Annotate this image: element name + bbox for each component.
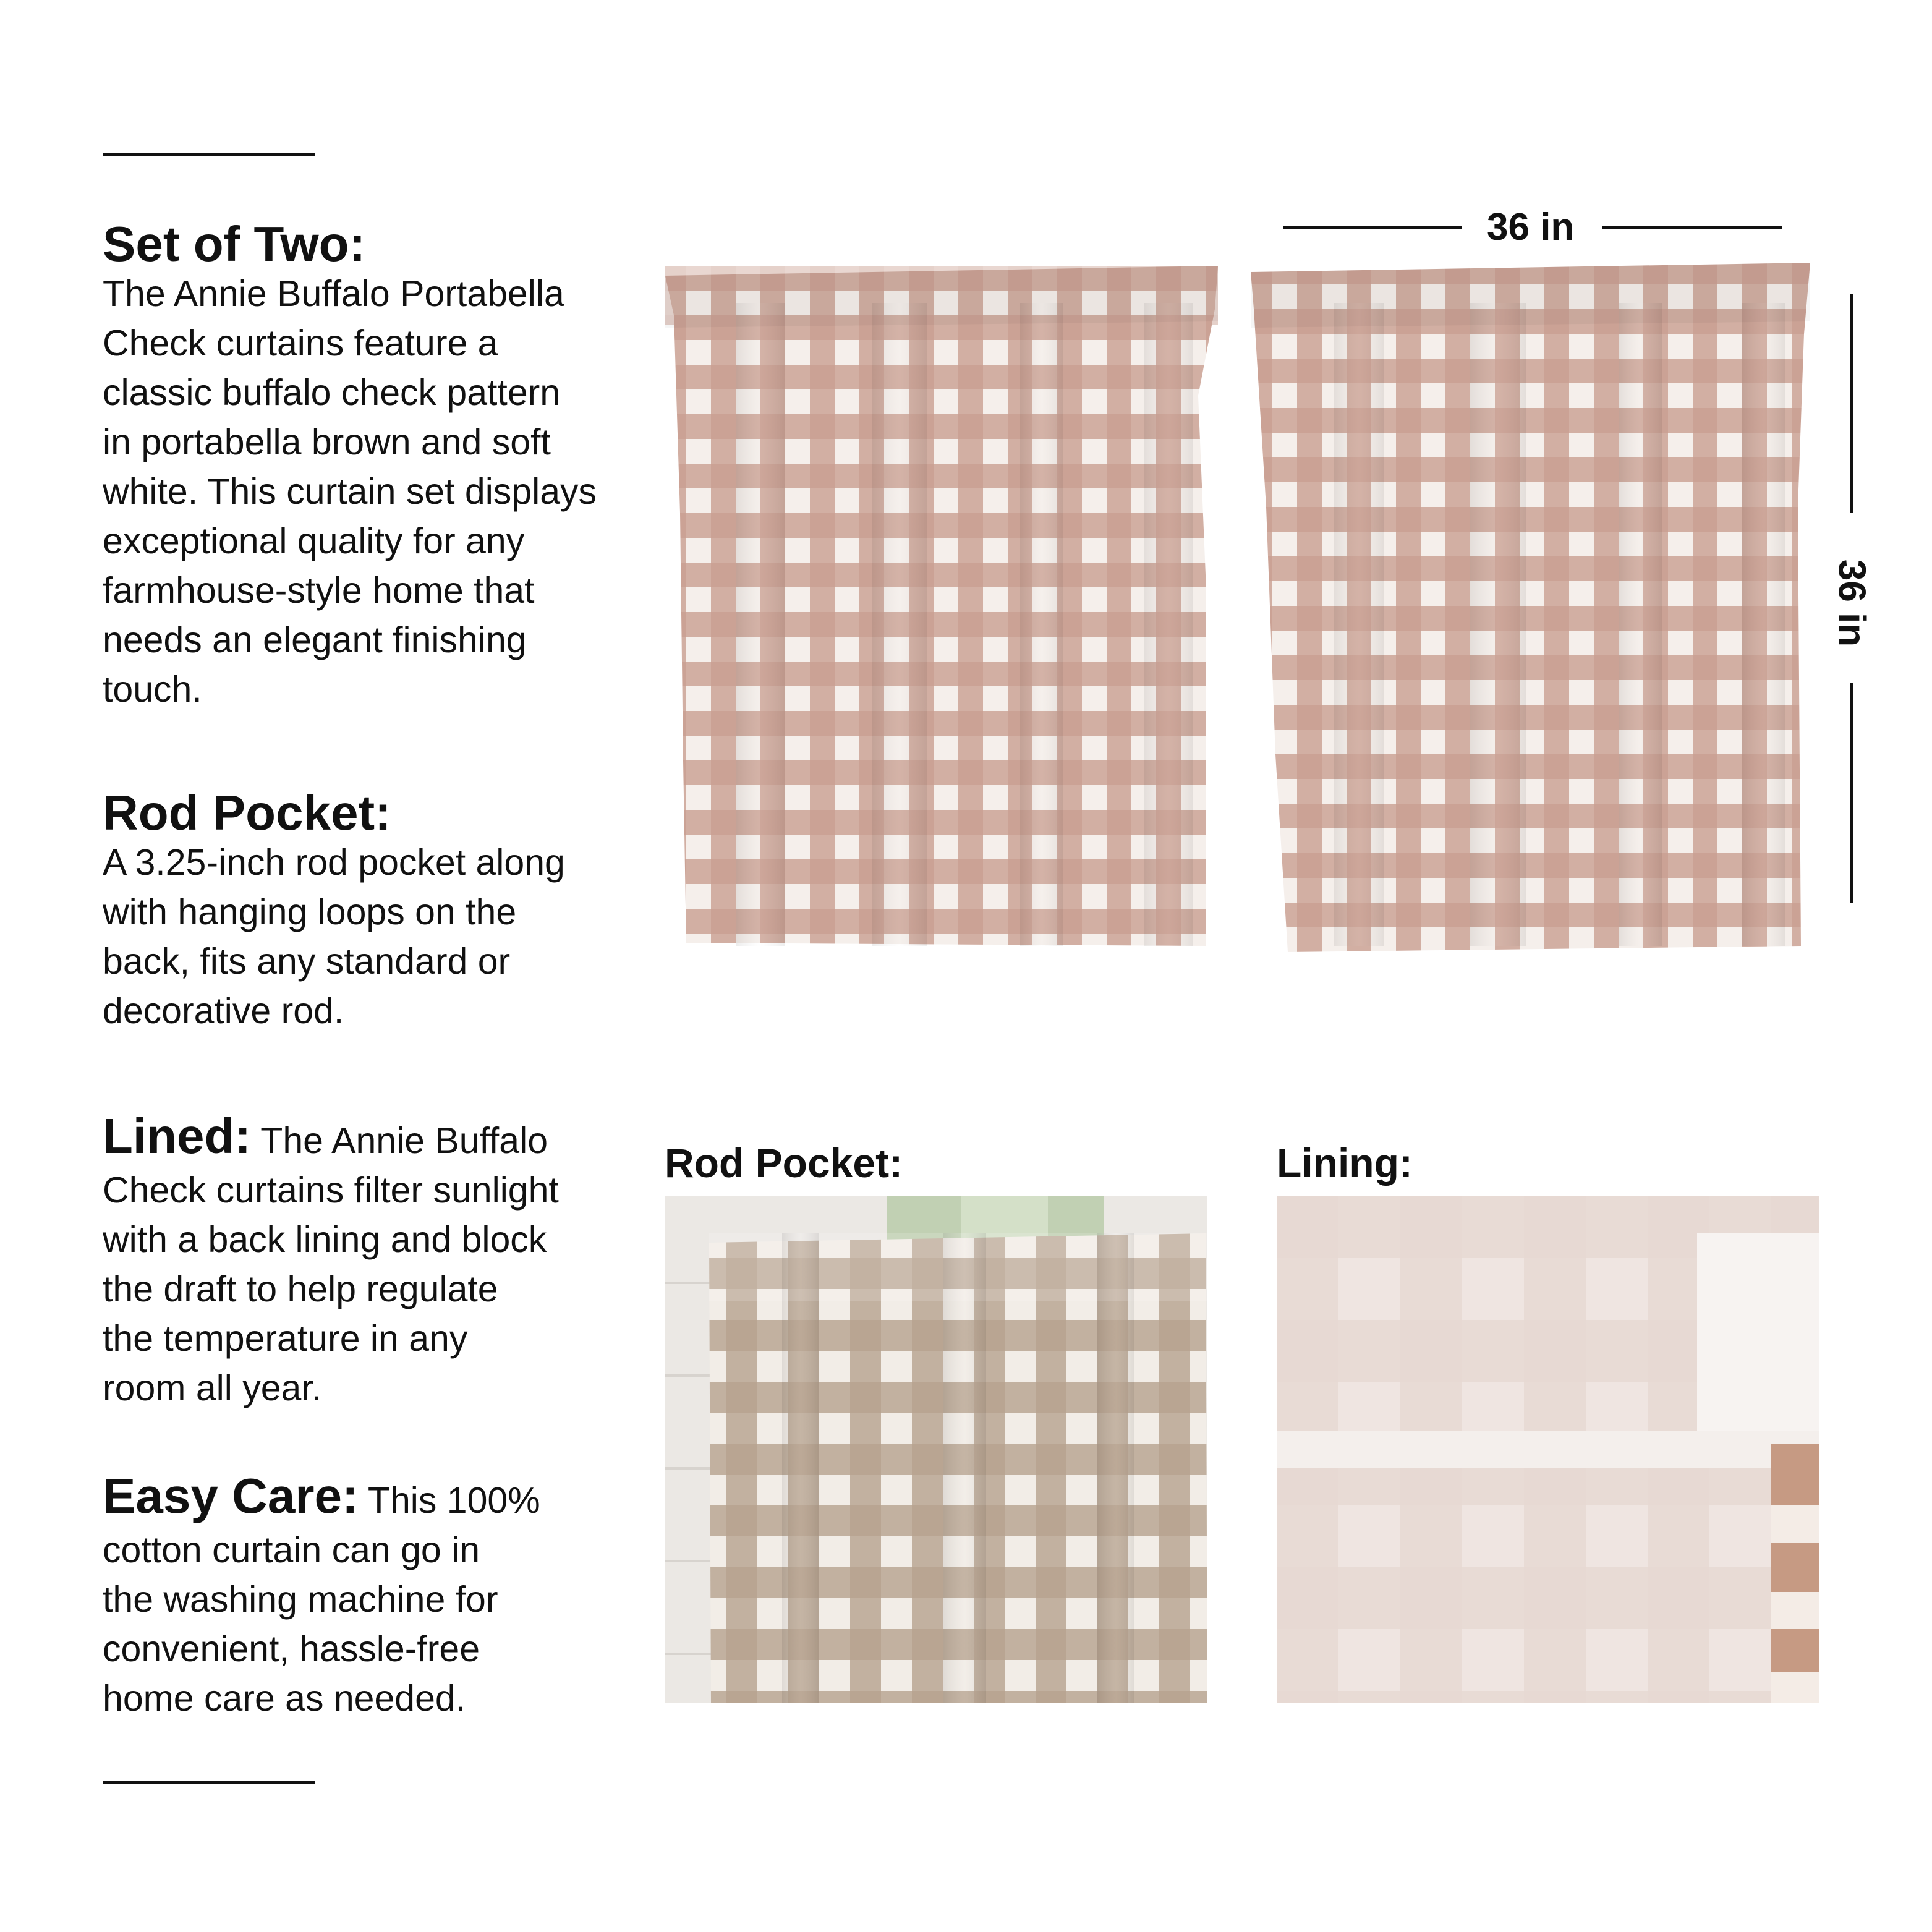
lined-line-4: the temperature in any <box>103 1318 468 1359</box>
section-set-of-two <box>103 216 628 714</box>
height-dimension-label: 36 in <box>1830 559 1873 647</box>
lined-line-2: with a back lining and block <box>103 1219 547 1260</box>
rod-pocket-line-4: decorative rod. <box>103 990 344 1031</box>
set-of-two-line-9: touch. <box>103 669 202 710</box>
lining-detail-image <box>1277 1196 1819 1703</box>
easy-care-line-3: convenient, hassle-free <box>103 1628 480 1669</box>
set-of-two-line-3: classic buffalo check pattern <box>103 372 561 413</box>
lined-first-text: The Annie Buffalo <box>250 1120 548 1161</box>
section-lined <box>103 1109 628 1413</box>
rod-pocket-line-1: A 3.25-inch rod pocket along <box>103 842 565 883</box>
rod-pocket-caption: Rod Pocket: <box>665 1140 903 1186</box>
easy-care-line-2: the washing machine for <box>103 1579 498 1620</box>
lined-line-1: Check curtains filter sunlight <box>103 1170 559 1211</box>
lined-line-5: room all year. <box>103 1368 322 1408</box>
rod-pocket-line-2: with hanging loops on the <box>103 892 517 932</box>
height-dimension-line-bottom <box>1850 683 1853 903</box>
set-of-two-heading: Set of Two: <box>103 216 366 271</box>
section-rod-pocket <box>103 785 628 1036</box>
set-of-two-line-7: farmhouse-style home that <box>103 570 535 611</box>
set-of-two-line-4: in portabella brown and soft <box>103 422 551 462</box>
easy-care-first-text: This 100% <box>358 1480 540 1521</box>
set-of-two-line-1: The Annie Buffalo Portabella <box>103 273 564 314</box>
bottom-divider <box>103 1781 315 1784</box>
lined-line-3: the draft to help regulate <box>103 1269 498 1309</box>
rod-pocket-line-3: back, fits any standard or <box>103 941 511 982</box>
width-dimension-line-right <box>1602 226 1782 229</box>
curtain-panel-right <box>1248 260 1811 952</box>
easy-care-heading: Easy Care: <box>103 1468 359 1523</box>
easy-care-line-4: home care as needed. <box>103 1678 466 1719</box>
easy-care-first-line <box>103 1468 628 1525</box>
section-easy-care <box>103 1468 628 1723</box>
height-dimension-line-top <box>1850 294 1853 513</box>
width-dimension-line-left <box>1283 226 1462 229</box>
easy-care-line-1: cotton curtain can go in <box>103 1530 480 1570</box>
rod-pocket-detail-image <box>665 1196 1207 1703</box>
width-dimension-label: 36 in <box>1487 206 1575 249</box>
curtain-panel-left <box>662 266 1218 952</box>
rod-pocket-heading: Rod Pocket: <box>103 785 391 840</box>
lined-first-line <box>103 1109 628 1165</box>
top-divider <box>103 153 315 156</box>
lining-caption: Lining: <box>1277 1140 1413 1186</box>
set-of-two-line-6: exceptional quality for any <box>103 521 525 561</box>
set-of-two-line-5: white. This curtain set displays <box>103 471 597 512</box>
lined-heading: Lined: <box>103 1109 251 1164</box>
set-of-two-line-2: Check curtains feature a <box>103 323 498 364</box>
set-of-two-line-8: needs an elegant finishing <box>103 619 527 660</box>
